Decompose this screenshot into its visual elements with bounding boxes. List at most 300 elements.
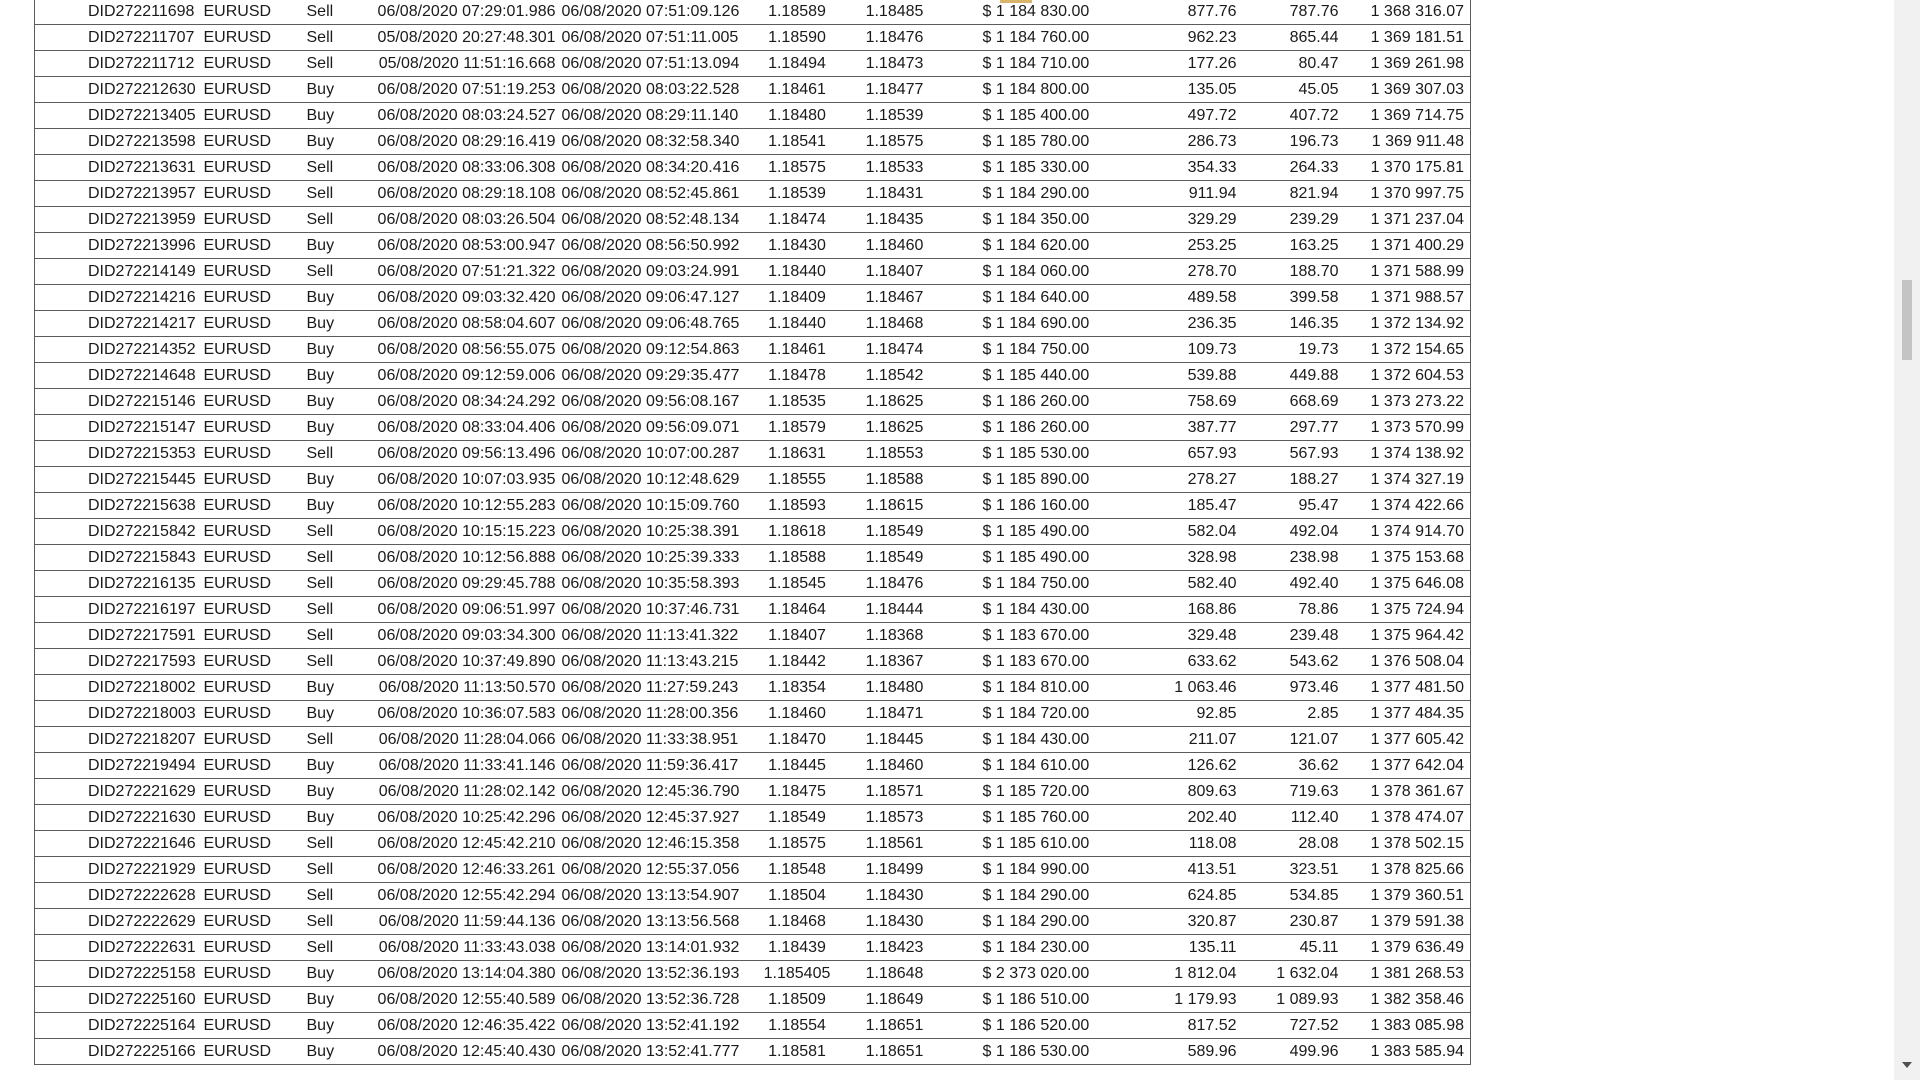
volume-cell: $ 1 184 760.00 — [945, 25, 1120, 51]
table-row — [35, 753, 1471, 779]
symbol-cell: EURUSD — [200, 701, 295, 727]
balance-cell: 1 375 646.08 — [1347, 571, 1471, 597]
open-price-cell: 1.18480 — [750, 103, 845, 129]
table-row — [35, 441, 1471, 467]
close-time-cell: 06/08/2020 08:03:22.528 — [560, 77, 750, 103]
balance-cell: 1 379 636.49 — [1347, 935, 1471, 961]
balance-cell: 1 373 273.22 — [1347, 389, 1471, 415]
gross-pnl-cell: 278.27 — [1120, 467, 1245, 493]
close-price-cell: 1.18471 — [845, 701, 945, 727]
symbol-cell: EURUSD — [200, 623, 295, 649]
table-row — [35, 727, 1471, 753]
open-time-cell: 06/08/2020 07:51:19.253 — [370, 77, 560, 103]
open-price-cell: 1.18478 — [750, 363, 845, 389]
direction-cell: Buy — [295, 805, 370, 831]
symbol-cell: EURUSD — [200, 571, 295, 597]
open-time-cell: 06/08/2020 08:33:04.406 — [370, 415, 560, 441]
close-time-cell: 06/08/2020 08:32:58.340 — [560, 129, 750, 155]
close-time-cell: 06/08/2020 08:52:48.134 — [560, 207, 750, 233]
volume-cell: $ 1 184 610.00 — [945, 753, 1120, 779]
symbol-cell: EURUSD — [200, 415, 295, 441]
balance-cell: 1 377 642.04 — [1347, 753, 1471, 779]
direction-cell: Sell — [295, 909, 370, 935]
gross-pnl-cell: 413.51 — [1120, 857, 1245, 883]
symbol-cell: EURUSD — [200, 935, 295, 961]
gross-pnl-cell: 809.63 — [1120, 779, 1245, 805]
open-time-cell: 06/08/2020 12:45:42.210 — [370, 831, 560, 857]
scrollbar-thumb[interactable] — [1902, 280, 1912, 360]
volume-cell: $ 1 184 720.00 — [945, 701, 1120, 727]
close-time-cell: 06/08/2020 13:13:56.568 — [560, 909, 750, 935]
direction-cell: Sell — [295, 623, 370, 649]
symbol-cell: EURUSD — [200, 233, 295, 259]
direction-cell: Sell — [295, 0, 370, 25]
open-price-cell: 1.18430 — [750, 233, 845, 259]
open-time-cell: 06/08/2020 12:55:42.294 — [370, 883, 560, 909]
open-time-cell: 06/08/2020 08:56:55.075 — [370, 337, 560, 363]
trade-id-cell: DID272215638 — [35, 493, 200, 519]
balance-cell: 1 369 911.48 — [1347, 129, 1471, 155]
open-price-cell: 1.18442 — [750, 649, 845, 675]
trade-id-cell: DID272214217 — [35, 311, 200, 337]
symbol-cell: EURUSD — [200, 961, 295, 987]
symbol-cell: EURUSD — [200, 259, 295, 285]
table-row — [35, 415, 1471, 441]
trade-id-cell: DID272218207 — [35, 727, 200, 753]
symbol-cell: EURUSD — [200, 857, 295, 883]
balance-cell: 1 373 570.99 — [1347, 415, 1471, 441]
net-pnl-cell: 668.69 — [1245, 389, 1347, 415]
trades-table — [34, 0, 1471, 1065]
open-time-cell: 05/08/2020 11:51:16.668 — [370, 51, 560, 77]
table-row — [35, 1013, 1471, 1039]
open-time-cell: 06/08/2020 12:55:40.589 — [370, 987, 560, 1013]
net-pnl-cell: 121.07 — [1245, 727, 1347, 753]
symbol-cell: EURUSD — [200, 597, 295, 623]
balance-cell: 1 369 307.03 — [1347, 77, 1471, 103]
volume-cell: $ 1 184 750.00 — [945, 571, 1120, 597]
open-price-cell: 1.18440 — [750, 311, 845, 337]
trade-id-cell: DID272216135 — [35, 571, 200, 597]
direction-cell: Sell — [295, 25, 370, 51]
net-pnl-cell: 297.77 — [1245, 415, 1347, 441]
balance-cell: 1 369 181.51 — [1347, 25, 1471, 51]
balance-cell: 1 383 585.94 — [1347, 1039, 1471, 1065]
direction-cell: Sell — [295, 441, 370, 467]
symbol-cell: EURUSD — [200, 1039, 295, 1065]
symbol-cell: EURUSD — [200, 1013, 295, 1039]
trade-id-cell: DID272218002 — [35, 675, 200, 701]
close-time-cell: 06/08/2020 10:35:58.393 — [560, 571, 750, 597]
gross-pnl-cell: 202.40 — [1120, 805, 1245, 831]
volume-cell: $ 1 184 690.00 — [945, 311, 1120, 337]
gross-pnl-cell: 1 063.46 — [1120, 675, 1245, 701]
open-time-cell: 06/08/2020 11:28:02.142 — [370, 779, 560, 805]
open-price-cell: 1.18541 — [750, 129, 845, 155]
symbol-cell: EURUSD — [200, 103, 295, 129]
volume-cell: $ 1 186 260.00 — [945, 389, 1120, 415]
net-pnl-cell: 787.76 — [1245, 0, 1347, 25]
gross-pnl-cell: 877.76 — [1120, 0, 1245, 25]
table-row — [35, 493, 1471, 519]
balance-cell: 1 371 400.29 — [1347, 233, 1471, 259]
volume-cell: $ 1 186 530.00 — [945, 1039, 1120, 1065]
balance-cell: 1 375 153.68 — [1347, 545, 1471, 571]
gross-pnl-cell: 657.93 — [1120, 441, 1245, 467]
open-time-cell: 06/08/2020 12:46:33.261 — [370, 857, 560, 883]
balance-cell: 1 381 268.53 — [1347, 961, 1471, 987]
symbol-cell: EURUSD — [200, 129, 295, 155]
close-price-cell: 1.18368 — [845, 623, 945, 649]
direction-cell: Buy — [295, 311, 370, 337]
gross-pnl-cell: 236.35 — [1120, 311, 1245, 337]
net-pnl-cell: 188.70 — [1245, 259, 1347, 285]
volume-cell: $ 2 373 020.00 — [945, 961, 1120, 987]
close-time-cell: 06/08/2020 11:13:41.322 — [560, 623, 750, 649]
open-price-cell: 1.18593 — [750, 493, 845, 519]
trade-id-cell: DID272213957 — [35, 181, 200, 207]
balance-cell: 1 369 261.98 — [1347, 51, 1471, 77]
gross-pnl-cell: 328.98 — [1120, 545, 1245, 571]
net-pnl-cell: 865.44 — [1245, 25, 1347, 51]
close-price-cell: 1.18549 — [845, 519, 945, 545]
symbol-cell: EURUSD — [200, 493, 295, 519]
open-price-cell: 1.18464 — [750, 597, 845, 623]
open-price-cell: 1.18579 — [750, 415, 845, 441]
balance-cell: 1 377 484.35 — [1347, 701, 1471, 727]
trade-id-cell: DID272215146 — [35, 389, 200, 415]
direction-cell: Sell — [295, 831, 370, 857]
balance-cell: 1 374 914.70 — [1347, 519, 1471, 545]
close-time-cell: 06/08/2020 13:52:36.728 — [560, 987, 750, 1013]
balance-cell: 1 375 964.42 — [1347, 623, 1471, 649]
open-price-cell: 1.18461 — [750, 77, 845, 103]
table-row — [35, 935, 1471, 961]
volume-cell: $ 1 184 350.00 — [945, 207, 1120, 233]
direction-cell: Buy — [295, 1013, 370, 1039]
open-price-cell: 1.18539 — [750, 181, 845, 207]
symbol-cell: EURUSD — [200, 753, 295, 779]
trade-id-cell: DID272221646 — [35, 831, 200, 857]
trade-id-cell: DID272222628 — [35, 883, 200, 909]
net-pnl-cell: 567.93 — [1245, 441, 1347, 467]
volume-cell: $ 1 185 330.00 — [945, 155, 1120, 181]
direction-cell: Sell — [295, 181, 370, 207]
net-pnl-cell: 146.35 — [1245, 311, 1347, 337]
close-price-cell: 1.18431 — [845, 181, 945, 207]
trade-id-cell: DID272215353 — [35, 441, 200, 467]
balance-cell: 1 374 327.19 — [1347, 467, 1471, 493]
direction-cell: Buy — [295, 1039, 370, 1065]
open-time-cell: 06/08/2020 09:56:13.496 — [370, 441, 560, 467]
table-row — [35, 25, 1471, 51]
table-row — [35, 181, 1471, 207]
close-price-cell: 1.18473 — [845, 51, 945, 77]
trade-id-cell: DID272213405 — [35, 103, 200, 129]
trade-id-cell: DID272213959 — [35, 207, 200, 233]
close-price-cell: 1.18575 — [845, 129, 945, 155]
volume-cell: $ 1 184 750.00 — [945, 337, 1120, 363]
direction-cell: Buy — [295, 103, 370, 129]
close-time-cell: 06/08/2020 09:12:54.863 — [560, 337, 750, 363]
direction-cell: Sell — [295, 259, 370, 285]
net-pnl-cell: 727.52 — [1245, 1013, 1347, 1039]
direction-cell: Buy — [295, 415, 370, 441]
open-time-cell: 06/08/2020 10:12:56.888 — [370, 545, 560, 571]
open-price-cell: 1.18440 — [750, 259, 845, 285]
net-pnl-cell: 163.25 — [1245, 233, 1347, 259]
volume-cell: $ 1 184 620.00 — [945, 233, 1120, 259]
open-price-cell: 1.18588 — [750, 545, 845, 571]
volume-cell: $ 1 185 610.00 — [945, 831, 1120, 857]
table-row — [35, 259, 1471, 285]
close-price-cell: 1.18649 — [845, 987, 945, 1013]
direction-cell: Buy — [295, 493, 370, 519]
close-time-cell: 06/08/2020 08:56:50.992 — [560, 233, 750, 259]
close-price-cell: 1.18553 — [845, 441, 945, 467]
gross-pnl-cell: 962.23 — [1120, 25, 1245, 51]
trade-id-cell: DID272211698 — [35, 0, 200, 25]
net-pnl-cell: 45.05 — [1245, 77, 1347, 103]
trade-id-cell: DID272211712 — [35, 51, 200, 77]
trade-id-cell: DID272216197 — [35, 597, 200, 623]
gross-pnl-cell: 286.73 — [1120, 129, 1245, 155]
open-price-cell: 1.18445 — [750, 753, 845, 779]
volume-cell: $ 1 184 290.00 — [945, 909, 1120, 935]
gross-pnl-cell: 126.62 — [1120, 753, 1245, 779]
close-time-cell: 06/08/2020 07:51:09.126 — [560, 0, 750, 25]
open-time-cell: 06/08/2020 08:34:24.292 — [370, 389, 560, 415]
close-time-cell: 06/08/2020 10:12:48.629 — [560, 467, 750, 493]
trade-id-cell: DID272215842 — [35, 519, 200, 545]
direction-cell: Sell — [295, 545, 370, 571]
balance-cell: 1 372 134.92 — [1347, 311, 1471, 337]
balance-cell: 1 370 175.81 — [1347, 155, 1471, 181]
symbol-cell: EURUSD — [200, 441, 295, 467]
balance-cell: 1 378 361.67 — [1347, 779, 1471, 805]
net-pnl-cell: 719.63 — [1245, 779, 1347, 805]
close-time-cell: 06/08/2020 09:06:47.127 — [560, 285, 750, 311]
table-row — [35, 51, 1471, 77]
trade-id-cell: DID272214352 — [35, 337, 200, 363]
close-time-cell: 06/08/2020 09:29:35.477 — [560, 363, 750, 389]
open-price-cell: 1.18535 — [750, 389, 845, 415]
symbol-cell: EURUSD — [200, 831, 295, 857]
balance-cell: 1 371 588.99 — [1347, 259, 1471, 285]
gross-pnl-cell: 135.05 — [1120, 77, 1245, 103]
gross-pnl-cell: 354.33 — [1120, 155, 1245, 181]
table-row — [35, 883, 1471, 909]
gross-pnl-cell: 758.69 — [1120, 389, 1245, 415]
table-row — [35, 103, 1471, 129]
symbol-cell: EURUSD — [200, 285, 295, 311]
direction-cell: Sell — [295, 155, 370, 181]
table-row — [35, 519, 1471, 545]
net-pnl-cell: 239.48 — [1245, 623, 1347, 649]
open-time-cell: 06/08/2020 10:12:55.283 — [370, 493, 560, 519]
open-price-cell: 1.18475 — [750, 779, 845, 805]
balance-cell: 1 382 358.46 — [1347, 987, 1471, 1013]
symbol-cell: EURUSD — [200, 779, 295, 805]
net-pnl-cell: 323.51 — [1245, 857, 1347, 883]
volume-cell: $ 1 185 530.00 — [945, 441, 1120, 467]
direction-cell: Sell — [295, 519, 370, 545]
close-price-cell: 1.18539 — [845, 103, 945, 129]
net-pnl-cell: 80.47 — [1245, 51, 1347, 77]
close-price-cell: 1.18407 — [845, 259, 945, 285]
close-price-cell: 1.18571 — [845, 779, 945, 805]
open-price-cell: 1.18554 — [750, 1013, 845, 1039]
direction-cell: Sell — [295, 207, 370, 233]
close-time-cell: 06/08/2020 13:13:54.907 — [560, 883, 750, 909]
close-price-cell: 1.18480 — [845, 675, 945, 701]
vertical-scrollbar[interactable] — [1894, 0, 1920, 1080]
balance-cell: 1 376 508.04 — [1347, 649, 1471, 675]
volume-cell: $ 1 185 400.00 — [945, 103, 1120, 129]
open-price-cell: 1.18618 — [750, 519, 845, 545]
open-price-cell: 1.18590 — [750, 25, 845, 51]
trade-id-cell: DID272215843 — [35, 545, 200, 571]
close-time-cell: 06/08/2020 10:25:39.333 — [560, 545, 750, 571]
open-time-cell: 06/08/2020 09:06:51.997 — [370, 597, 560, 623]
gross-pnl-cell: 320.87 — [1120, 909, 1245, 935]
table-row — [35, 285, 1471, 311]
open-price-cell: 1.18581 — [750, 1039, 845, 1065]
balance-cell: 1 377 481.50 — [1347, 675, 1471, 701]
gross-pnl-cell: 118.08 — [1120, 831, 1245, 857]
open-time-cell: 06/08/2020 11:28:04.066 — [370, 727, 560, 753]
gross-pnl-cell: 135.11 — [1120, 935, 1245, 961]
close-price-cell: 1.18444 — [845, 597, 945, 623]
close-time-cell: 06/08/2020 13:52:36.193 — [560, 961, 750, 987]
direction-cell: Buy — [295, 233, 370, 259]
gross-pnl-cell: 92.85 — [1120, 701, 1245, 727]
volume-cell: $ 1 186 510.00 — [945, 987, 1120, 1013]
close-time-cell: 06/08/2020 12:45:36.790 — [560, 779, 750, 805]
symbol-cell: EURUSD — [200, 675, 295, 701]
net-pnl-cell: 28.08 — [1245, 831, 1347, 857]
symbol-cell: EURUSD — [200, 337, 295, 363]
table-row — [35, 831, 1471, 857]
close-time-cell: 06/08/2020 08:52:45.861 — [560, 181, 750, 207]
gross-pnl-cell: 168.86 — [1120, 597, 1245, 623]
direction-cell: Buy — [295, 987, 370, 1013]
direction-cell: Buy — [295, 389, 370, 415]
open-time-cell: 06/08/2020 07:51:21.322 — [370, 259, 560, 285]
gross-pnl-cell: 817.52 — [1120, 1013, 1245, 1039]
direction-cell: Buy — [295, 779, 370, 805]
trade-id-cell: DID272217591 — [35, 623, 200, 649]
open-price-cell: 1.18575 — [750, 155, 845, 181]
trades-table-body — [35, 0, 1471, 1065]
close-time-cell: 06/08/2020 09:03:24.991 — [560, 259, 750, 285]
open-time-cell: 06/08/2020 10:37:49.890 — [370, 649, 560, 675]
direction-cell: Buy — [295, 77, 370, 103]
direction-cell: Sell — [295, 883, 370, 909]
direction-cell: Buy — [295, 129, 370, 155]
scroll-down-arrow-icon[interactable] — [1902, 1062, 1912, 1068]
open-time-cell: 06/08/2020 10:36:07.583 — [370, 701, 560, 727]
table-row — [35, 779, 1471, 805]
table-row — [35, 311, 1471, 337]
close-price-cell: 1.18477 — [845, 77, 945, 103]
close-time-cell: 06/08/2020 07:51:11.005 — [560, 25, 750, 51]
trade-id-cell: DID272212630 — [35, 77, 200, 103]
close-time-cell: 06/08/2020 11:13:43.215 — [560, 649, 750, 675]
net-pnl-cell: 1 089.93 — [1245, 987, 1347, 1013]
close-price-cell: 1.18445 — [845, 727, 945, 753]
close-time-cell: 06/08/2020 09:06:48.765 — [560, 311, 750, 337]
gross-pnl-cell: 329.29 — [1120, 207, 1245, 233]
trade-id-cell: DID272225164 — [35, 1013, 200, 1039]
direction-cell: Buy — [295, 701, 370, 727]
symbol-cell: EURUSD — [200, 649, 295, 675]
close-time-cell: 06/08/2020 09:56:08.167 — [560, 389, 750, 415]
open-time-cell: 06/08/2020 11:59:44.136 — [370, 909, 560, 935]
net-pnl-cell: 188.27 — [1245, 467, 1347, 493]
direction-cell: Sell — [295, 571, 370, 597]
volume-cell: $ 1 186 160.00 — [945, 493, 1120, 519]
net-pnl-cell: 196.73 — [1245, 129, 1347, 155]
trade-id-cell: DID272221929 — [35, 857, 200, 883]
open-time-cell: 06/08/2020 08:29:16.419 — [370, 129, 560, 155]
volume-cell: $ 1 185 440.00 — [945, 363, 1120, 389]
net-pnl-cell: 112.40 — [1245, 805, 1347, 831]
volume-cell: $ 1 185 780.00 — [945, 129, 1120, 155]
open-time-cell: 06/08/2020 08:03:24.527 — [370, 103, 560, 129]
symbol-cell: EURUSD — [200, 727, 295, 753]
volume-cell: $ 1 183 670.00 — [945, 623, 1120, 649]
trade-id-cell: DID272225158 — [35, 961, 200, 987]
trade-id-cell: DID272214648 — [35, 363, 200, 389]
open-time-cell: 06/08/2020 10:15:15.223 — [370, 519, 560, 545]
table-row — [35, 857, 1471, 883]
gross-pnl-cell: 497.72 — [1120, 103, 1245, 129]
volume-cell: $ 1 185 760.00 — [945, 805, 1120, 831]
open-time-cell: 06/08/2020 12:45:40.430 — [370, 1039, 560, 1065]
net-pnl-cell: 534.85 — [1245, 883, 1347, 909]
open-price-cell: 1.18494 — [750, 51, 845, 77]
gross-pnl-cell: 185.47 — [1120, 493, 1245, 519]
close-time-cell: 06/08/2020 09:56:09.071 — [560, 415, 750, 441]
close-price-cell: 1.18476 — [845, 25, 945, 51]
trade-id-cell: DID272222629 — [35, 909, 200, 935]
symbol-cell: EURUSD — [200, 51, 295, 77]
balance-cell: 1 378 502.15 — [1347, 831, 1471, 857]
symbol-cell: EURUSD — [200, 311, 295, 337]
close-price-cell: 1.18648 — [845, 961, 945, 987]
direction-cell: Buy — [295, 285, 370, 311]
open-time-cell: 06/08/2020 11:33:43.038 — [370, 935, 560, 961]
open-time-cell: 06/08/2020 10:25:42.296 — [370, 805, 560, 831]
volume-cell: $ 1 185 720.00 — [945, 779, 1120, 805]
close-price-cell: 1.18485 — [845, 0, 945, 25]
volume-cell: $ 1 184 830.00 — [945, 0, 1120, 25]
close-price-cell: 1.18468 — [845, 311, 945, 337]
table-row — [35, 389, 1471, 415]
trade-id-cell: DID272222631 — [35, 935, 200, 961]
table-row — [35, 623, 1471, 649]
open-price-cell: 1.18439 — [750, 935, 845, 961]
direction-cell: Sell — [295, 51, 370, 77]
close-price-cell: 1.18651 — [845, 1039, 945, 1065]
gross-pnl-cell: 1 812.04 — [1120, 961, 1245, 987]
close-price-cell: 1.18615 — [845, 493, 945, 519]
open-time-cell: 06/08/2020 08:58:04.607 — [370, 311, 560, 337]
table-row — [35, 129, 1471, 155]
symbol-cell: EURUSD — [200, 363, 295, 389]
net-pnl-cell: 973.46 — [1245, 675, 1347, 701]
